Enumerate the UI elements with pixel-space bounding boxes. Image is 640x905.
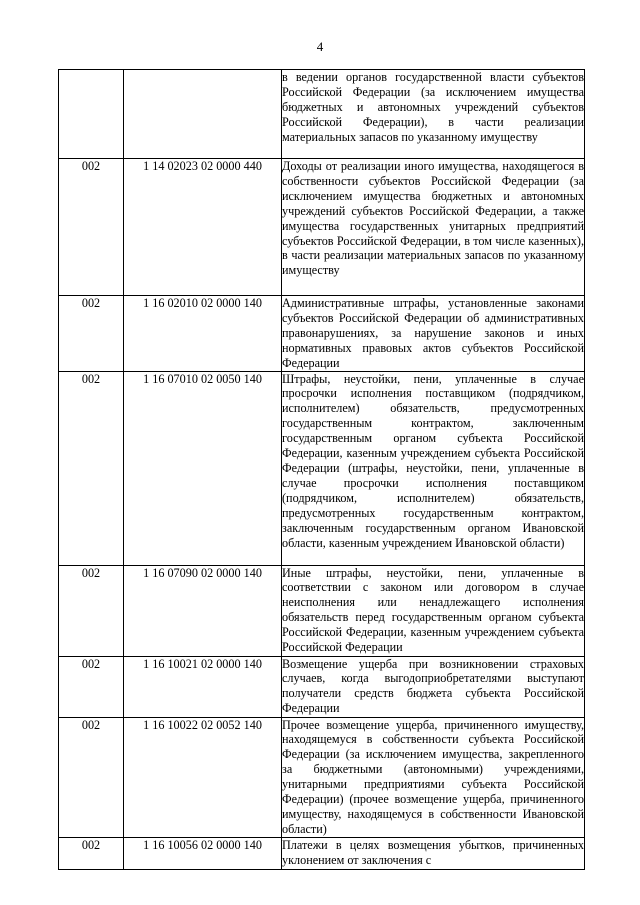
table-row: [59, 70, 585, 159]
budget-code-cell: 1 16 07010 02 0050 140: [124, 371, 282, 565]
description-cell: Доходы от реализации иного имущества, находящегося в собственности субъектов Российской Федерации (за исключением имущества бюджетных и автономных учреждений субъектов Российской Федерации, а также имущества государственных унитарных предприятий субъектов Российской Федерации, в том числе казенных), в части реализации материальных запасов по указанному имуществу: [282, 159, 585, 296]
admin-code-cell: 002: [59, 565, 124, 656]
description-cell: Возмещение ущерба при возникновении страховых случаев, когда выгодоприобретателями выступают получатели средств бюджета субъекта Российской Федерации: [282, 656, 584, 716]
revenue-codes-table: [58, 69, 585, 870]
description-cell: Штрафы, неустойки, пени, уплаченные в случае просрочки исполнения поставщиком (подрядчиком, исполнителем) обязательств, предусмотренных государственным контрактом, заключенным государственным органом субъекта Российской Федерации, казенным учреждением субъекта Российской Федерации (штрафы, неустойки, пени, уплаченные в случае просрочки исполнения поставщиком (подрядчиком, исполнителем) обязательств, предусмотренных государственным контрактом, заключенным государственным органом Ивановской области, казенным учреждением Ивановской области): [282, 371, 585, 565]
admin-code-cell: 002: [59, 371, 124, 565]
description-cell: Прочее возмещение ущерба, причиненного имуществу, находящемуся в собственности субъекта Российской Федерации (за исключением имущества, закрепленного за бюджетными (автономными) учреждениями, унитарными предприятиями субъекта Российской Федерации) (прочее возмещение ущерба, причиненного имуществу, находящемуся в собственности Ивановской области): [282, 717, 584, 836]
table-row: [59, 296, 585, 372]
admin-code-cell: 002: [59, 656, 124, 717]
budget-code-cell: 1 16 10056 02 0000 140: [124, 837, 282, 869]
table-row: [59, 837, 585, 869]
admin-code-cell: [59, 70, 124, 159]
budget-code-cell: [124, 70, 282, 159]
description-cell: в ведении органов государственной власти субъектов Российской Федерации (за исключением имущества бюджетных и автономных учреждений субъектов Российской Федерации), в части реализации материальных запасов по указанному имуществу: [282, 70, 585, 159]
admin-code-cell: 002: [59, 296, 124, 372]
page-number: 4: [316, 39, 324, 54]
description-cell: Платежи в целях возмещения убытков, причиненных уклонением от заключения с: [282, 837, 585, 869]
description-cell: Иные штрафы, неустойки, пени, уплаченные в соответствии с законом или договором в случае неисполнения или ненадлежащего исполнения обязательств перед государственным органом субъекта Российской Федерации, казенным учреждением субъекта Российской Федерации: [282, 565, 584, 655]
budget-code-cell: 1 16 10022 02 0052 140: [124, 717, 282, 837]
admin-code-cell: 002: [59, 159, 124, 296]
budget-code-cell: 1 14 02023 02 0000 440: [124, 159, 282, 296]
table-row: [59, 371, 585, 565]
budget-code-cell: 1 16 07090 02 0000 140: [124, 565, 282, 656]
budget-code-cell: 1 16 10021 02 0000 140: [124, 656, 282, 717]
table-row: [59, 565, 585, 656]
admin-code-cell: 002: [59, 717, 124, 837]
description-cell: Административные штрафы, установленные законами субъектов Российской Федерации об административных правонарушениях, за нарушение законов и иных нормативных правовых актов субъектов Российской Федерации: [282, 296, 584, 370]
table-row: [59, 159, 585, 296]
admin-code-cell: 002: [59, 837, 124, 869]
table-row: [59, 656, 585, 717]
table-row: [59, 717, 585, 837]
budget-code-cell: 1 16 02010 02 0000 140: [124, 296, 282, 372]
